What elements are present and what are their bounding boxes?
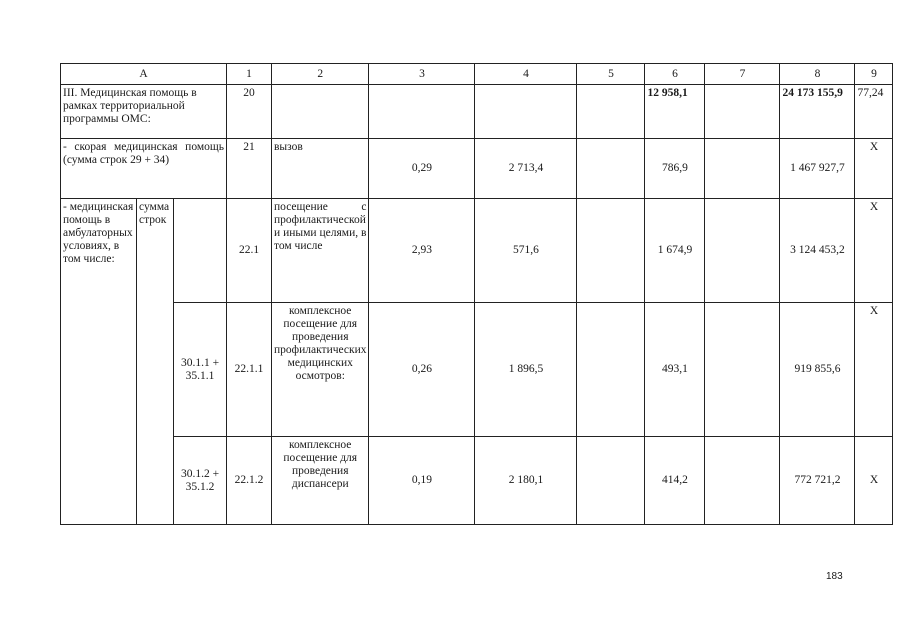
header-row [61, 64, 893, 85]
cell-5 [577, 303, 645, 437]
cell-9: Х [855, 437, 893, 525]
unit-cell: вызов [272, 139, 369, 199]
sum-label: сумма строк [137, 199, 174, 525]
row-label: - скорая медицинская помощь (сумма строк 29 + 34) [61, 139, 227, 199]
header-cell-4: 4 [475, 64, 577, 85]
cell-7 [705, 199, 780, 303]
line-number: 21 [227, 139, 272, 199]
cell-3 [369, 85, 475, 139]
cell-6: 786,9 [645, 139, 705, 199]
cell-3: 0,29 [369, 139, 475, 199]
sum-rows-cell [174, 199, 227, 303]
cell-4: 2 180,1 [475, 437, 577, 525]
cell-8: 919 855,6 [780, 303, 855, 437]
page-number: 183 [826, 571, 843, 582]
header-cell-5: 5 [577, 64, 645, 85]
row-label: III. Медицинская помощь в рамках территориальной программы ОМС: [61, 85, 227, 139]
header-cell-7: 7 [705, 64, 780, 85]
cell-5 [577, 139, 645, 199]
cell-9: Х [855, 303, 893, 437]
header-cell-3: 3 [369, 64, 475, 85]
cell-9: Х [855, 199, 893, 303]
cell-6: 414,2 [645, 437, 705, 525]
header-cell-8: 8 [780, 64, 855, 85]
line-number: 22.1.1 [227, 303, 272, 437]
header-cell-1: 1 [227, 64, 272, 85]
header-cell-a: А [61, 64, 227, 85]
table-row-ambulance [61, 139, 893, 199]
cell-8: 24 173 155,9 [780, 85, 855, 139]
row-label: - медицинская помощь в амбулаторных условиях, в том числе: [61, 199, 137, 525]
header-cell-9: 9 [855, 64, 893, 85]
cell-8: 3 124 453,2 [780, 199, 855, 303]
cell-5 [577, 85, 645, 139]
cell-5 [577, 199, 645, 303]
cell-8: 1 467 927,7 [780, 139, 855, 199]
unit-cell: посещение с профилактической и иными целями, в том числе [272, 199, 369, 303]
line-number: 22.1 [227, 199, 272, 303]
table-row-section [61, 85, 893, 139]
unit-cell: комплексное посещение для проведения профилактических медицинских осмотров: [272, 303, 369, 437]
sum-rows-cell: 30.1.1 + 35.1.1 [174, 303, 227, 437]
cell-6: 493,1 [645, 303, 705, 437]
cell-7 [705, 85, 780, 139]
cell-6: 1 674,9 [645, 199, 705, 303]
header-cell-2: 2 [272, 64, 369, 85]
unit-cell [272, 85, 369, 139]
line-number: 22.1.2 [227, 437, 272, 525]
header-cell-6: 6 [645, 64, 705, 85]
cell-9: 77,24 [855, 85, 893, 139]
cell-5 [577, 437, 645, 525]
cell-7 [705, 139, 780, 199]
sum-rows-cell: 30.1.2 + 35.1.2 [174, 437, 227, 525]
cell-7 [705, 437, 780, 525]
cell-3: 0,26 [369, 303, 475, 437]
cell-6: 12 958,1 [645, 85, 705, 139]
unit-cell: комплексное посещение для проведения диспансери [272, 437, 369, 525]
cell-4 [475, 85, 577, 139]
cell-3: 2,93 [369, 199, 475, 303]
cell-3: 0,19 [369, 437, 475, 525]
table-row-outpatient [61, 199, 893, 303]
cell-8: 772 721,2 [780, 437, 855, 525]
table-row-complex-2 [61, 437, 893, 525]
cell-7 [705, 303, 780, 437]
table-row-complex-1 [61, 303, 893, 437]
cell-4: 2 713,4 [475, 139, 577, 199]
line-number: 20 [227, 85, 272, 139]
budget-table [60, 63, 893, 525]
cell-9: Х [855, 139, 893, 199]
cell-4: 1 896,5 [475, 303, 577, 437]
cell-4: 571,6 [475, 199, 577, 303]
